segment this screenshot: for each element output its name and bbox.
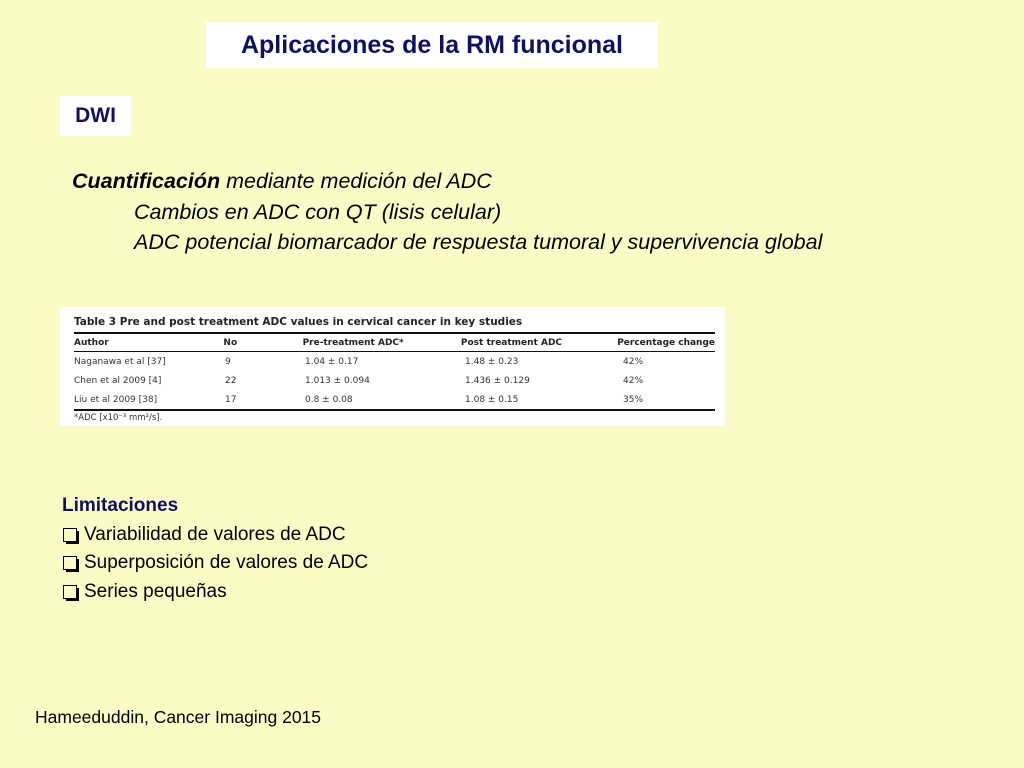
table-row [74, 390, 715, 409]
table-cell: 1.08 ± 0.15 [465, 394, 519, 405]
limitations-block [62, 492, 368, 606]
quantification-bullet: ADC potencial biomarcador de respuesta tumoral y supervivencia global [134, 230, 823, 254]
limitation-item [62, 578, 368, 607]
checkbox-icon [63, 528, 77, 542]
table-cell: Liu et al 2009 [38] [74, 394, 158, 405]
table-header-cell: Author [74, 337, 109, 348]
table-cell: 17 [225, 394, 237, 405]
quantification-bullet: Cambios en ADC con QT (lisis celular) [134, 199, 502, 224]
table-cell: Chen et al 2009 [4] [74, 375, 162, 386]
limitation-text: Series pequeñas [84, 580, 227, 602]
limitation-text: Variabilidad de valores de ADC [84, 523, 346, 545]
limitation-text: Superposición de valores de ADC [84, 552, 369, 573]
table-header-cell: Percentage change [617, 337, 716, 348]
table-header-cell: No [223, 337, 238, 348]
table-footnote: *ADC [x10⁻³ mm²/s]. [74, 413, 163, 423]
checkbox-icon [63, 585, 77, 599]
table-row [74, 352, 715, 371]
limitation-item [62, 521, 368, 550]
quantification-lead-rest: mediante medición del ADC [220, 169, 492, 193]
limitation-item [62, 549, 368, 578]
table-header-cell: Pre-treatment ADC* [302, 337, 404, 348]
table-header-cell: Post treatment ADC [460, 337, 563, 348]
table-cell: 22 [225, 375, 237, 386]
quantification-lead-bold: Cuantificación [72, 169, 221, 193]
table-row [74, 371, 715, 390]
table-cell: 0.8 ± 0.08 [305, 394, 353, 405]
checkbox-icon [63, 556, 77, 570]
adc-table-figure [60, 307, 725, 426]
adc-table [74, 315, 715, 425]
section-label-box [60, 96, 131, 136]
table-cell: 9 [225, 356, 231, 367]
table-cell: 1.04 ± 0.17 [305, 356, 359, 367]
table-cell: Naganawa et al [37] [74, 356, 166, 367]
table-caption: Table 3 Pre and post treatment ADC values in cervical cancer in key studies [74, 316, 523, 328]
slide-title: Aplicaciones de la RM funcional [240, 30, 624, 59]
limitations-title: Limitaciones [62, 495, 179, 516]
citation: Hameeduddin, Cancer Imaging 2015 [35, 707, 322, 727]
quantification-lead [72, 166, 822, 197]
quantification-block [72, 166, 822, 258]
table-cell: 35% [623, 394, 644, 405]
table-cell: 1.436 ± 0.129 [465, 375, 530, 386]
table-cell: 1.013 ± 0.094 [305, 375, 370, 386]
table-cell: 42% [623, 375, 644, 386]
title-box [206, 22, 658, 68]
table-header-row [74, 334, 715, 351]
table-cell: 42% [623, 356, 644, 367]
section-label: DWI [75, 104, 116, 127]
table-cell: 1.48 ± 0.23 [465, 356, 519, 367]
